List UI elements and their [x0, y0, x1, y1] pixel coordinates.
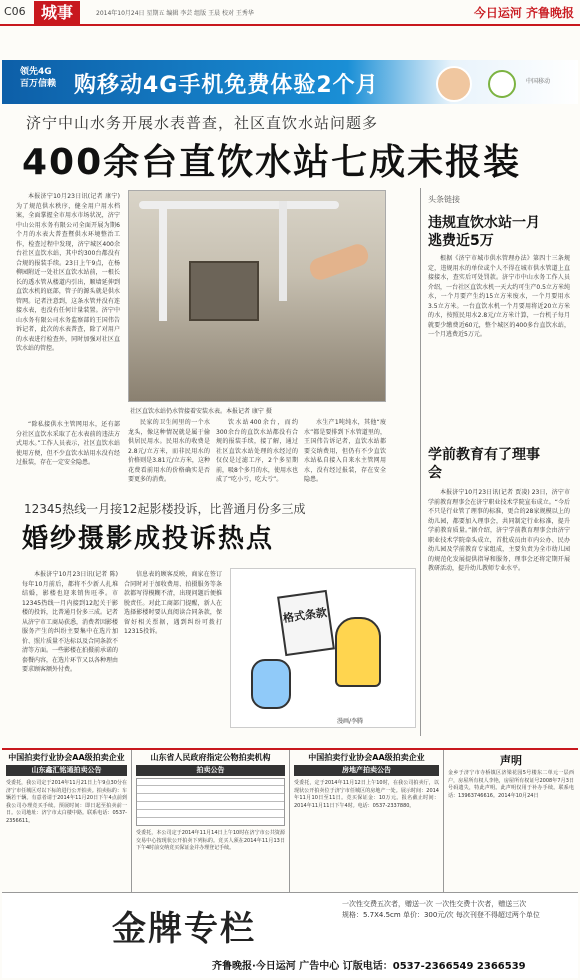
sidebar-headline-2: 学前教育有了理事会 — [428, 447, 540, 481]
second-body-col1 — [22, 570, 118, 736]
photo-pipe — [139, 201, 339, 209]
cartoon-caption: 漫画/李腾 — [337, 718, 364, 725]
classified-col-4 — [444, 750, 578, 892]
water-station-photo — [128, 190, 386, 402]
banner-tag — [20, 66, 56, 90]
gold-column-footer: 齐鲁晚报·今日运河 广告中心 订版电话：0537-2366549 2366539 — [212, 961, 526, 972]
gold-column-line: 规格：5.7X4.5cm 单价：300元/次 每次刊登不得超过两个单位 — [342, 911, 540, 919]
photo-meter-box — [189, 261, 259, 321]
classified-text: 受委托，我公司定于2014年11月21日上午9点30分在济宁市任城区对以下标的进行公开拍卖。拍卖标的：车辆若干辆。有意者请于2014年11月20日下午4点前到我公司办理竞买手续。预展时间：即日起至拍卖前一日。公司地址：济宁市太白楼中路。联系电话：0537-2356611。 — [6, 780, 127, 824]
lead-kicker: 济宁中山水务开展水表普查，社区直饮水站问题多 — [26, 114, 379, 132]
second-kicker: 12345热线一月接12起影楼投诉，比普通月份多三成 — [24, 502, 306, 516]
column-divider — [420, 188, 421, 736]
gold-column-ad — [2, 892, 578, 978]
sidebar-body-1 — [428, 254, 570, 440]
photo-pipe — [279, 201, 287, 301]
classified-ads-row — [2, 748, 578, 890]
sidebar-headline-1: 违规直饮水站一月逃费近5万 — [428, 215, 540, 249]
classified-col-1 — [2, 750, 132, 892]
second-paragraph: 信息表的顾客反映，商家在签订合同时对于加收费用、拍摄服务等条款都写得模糊不清，出现问题后便推脱责任。对此工商部门提醒，新人在选择影楼时要认真阅读合同条款，保留好相关票据，遇到纠纷可拨打12315投诉。 — [124, 571, 222, 635]
banner-slogan: 购移动4G手机免费体验2个月 — [74, 73, 379, 98]
sidebar-paragraph: 本报济宁10月23日讯(记者 贾凌) 23日，济宁市学前教育理事会在济宁职业技术学院宣布成立。“今后不只是行业管了理事的标准，更合的28家规模以上的幼儿园，都要加入理事会，共同制定行业标准，提升学前教育质量。”据介绍，济宁学前教育理事会由济宁职业技术学院牵头成立，首批成员由市内公办、民办幼儿园及学前教育专家组成，主要负责为全市幼儿园的规范化发展提供指导和服务，理事会还将定期开展教研活动，提升幼儿教师专业水平。 — [428, 489, 570, 572]
lead-headline: 400余台直饮水站七成未报装 — [22, 142, 522, 183]
sidebar-paragraph: 根据《济宁市城市供水管理办法》第四十三条规定，违规用水的单位或个人不得在城市供水管道上直接接水，查实后可处罚款。济宁市中山水务工作人员介绍，一台社区直饮水机一天大约可生产0.5立方米纯水，一个月要产生约15立方米废水，一个月要用水3.5立方米。一台直饮水机一个月要用将近20立方米的水，按照民用水2.8元/立方米计算，一台机子每月就要少缴费近60元，整个城区的400多台直饮水站，一个月逃费近5万元。 — [428, 255, 570, 338]
cartoon-sign — [277, 590, 335, 656]
classified-subtitle: 房地产拍卖公告 — [294, 765, 439, 776]
classified-title: 山东省人民政府指定公物拍卖机构 — [150, 753, 271, 762]
banner-portrait-image — [436, 66, 472, 102]
cartoon-figure — [251, 659, 291, 709]
page-number: C06 — [4, 5, 26, 18]
gold-column-logo: 金牌专栏 — [112, 909, 256, 949]
classified-col-3 — [290, 750, 444, 892]
page-meta: 2014年10月24日 星期五 编辑 李芸 组版 王晨 校对 王秀华 — [96, 10, 254, 17]
lead-body-col3 — [128, 418, 210, 494]
photo-hand — [307, 241, 371, 282]
lead-paragraph: “除私接供水主管网用水，还有部分社区直饮水采取了在水表前的违法方式用水。”工作人员表示，社区直饮水站使用方便，但不少直饮水站用水没有经过报装，存在一定安全隐患。 — [16, 421, 120, 466]
gold-column-line: 一次性交费五次者，赠送一次 一次性交费十次者，赠送三次 — [342, 900, 527, 908]
banner-4g-logo-icon — [488, 70, 516, 98]
cartoon-sign-text: 格式条款 — [282, 606, 328, 626]
classified-text: 受委托，定于2014年11月12日上午10时，在我公司拍卖厅，以现状公开拍卖位于济宁市任城区的房地产一处。展示时间：2014年11月10日至11日。竞买保证金：10万元。报名截止时间：2014年11月11日下午4时。电话：0537-2337880。 — [294, 780, 439, 809]
classified-title: 中国拍卖行业协会AA级拍卖企业 — [8, 753, 125, 762]
classified-subtitle: 山东鑫汇铭通拍卖公告 — [6, 765, 127, 776]
classified-subtitle: 拍卖公告 — [136, 765, 285, 776]
lead-paragraph: 水生产1吨纯水，其他“废水”都是要排到下水管道里的，王国伟告诉记者，直饮水站都要交纳费用，但仍有不少直饮水站私自接入自来水主管网用水，没有经过报装，存在安全隐患。 — [304, 419, 386, 483]
photo-caption: 社区直饮水站仍水管接着安装水表。本报记者 康宁 摄 — [130, 408, 272, 415]
classified-col-2 — [132, 750, 290, 892]
classified-title: 中国拍卖行业协会AA级拍卖企业 — [308, 753, 425, 762]
photo-pipe — [159, 201, 167, 321]
banner-corner-text: 中国移动 — [526, 78, 551, 85]
sidebar-body-2 — [428, 488, 570, 736]
second-body-col2 — [124, 570, 222, 736]
lead-paragraph: 本报济宁10月23日讯(记者 康宁) 为了规范供水秩序，健全用户用水档案，全面掌握全市用水市场状况，济宁中山公用水务有限公司全面开展为期6个月的水表大普查暨供水环境整治工作，检查过程中发现，济宁城区400余台社区直饮水站，其中约300台都没有合规的报装手续。23日上午9点，在杨柳园附近一处社区直饮水站前，一根长长的透水管从楼道内引出，顺墙延伸到直饮水机的底部，管子的源头就是供水管网。记者注意到，这条水管并没有连接水表，也没有任何计量装置。济宁中山水务有限公司水务监察部的王国伟告诉记者，此次的水表普查，除了对用户的水表进行检查外，同时加强对社区直饮水站的管控。 — [16, 193, 120, 352]
newspaper-brand: 今日运河 齐鲁晚报 — [473, 6, 574, 20]
notice-text: 金乡于济宁市寺桥镇区济梁花园5号楼东二单元一层西户，房屋所有权人李艳，房屋所有权证号2008年7月3日号码遗失，特此声明。此声明仅用于补办手续。联系电话：13963746616。2014年10月24日 — [448, 770, 574, 799]
page-header — [0, 0, 580, 26]
cartoon-figure — [335, 617, 381, 687]
banner-tag-line2: 百万信赖 — [20, 79, 57, 89]
lead-paragraph: 民家的卫生间里的一个水龙头，像这种情况就是属于偷供居民用水。民用水的收费是2.8元/立方米，而非民用水的价格则是3.81元/立方米，这种花费看前用水的价格确实是否要更多的消费。 — [128, 419, 210, 483]
second-headline: 婚纱摄影成投诉热点 — [22, 524, 275, 554]
banner-tag-line1: 领先4G — [20, 67, 52, 77]
sidebar-label: 头条链接 — [428, 195, 460, 204]
classified-text: 受委托，本公司定于2014年11月14日上午10时在济宁市公共资源交易中心按现状公开拍卖下列标的。竞买人须在2014年11月13日下午4时前交纳竞买保证金并办理登记手续。 — [136, 830, 285, 851]
lead-paragraph: 饮水站400余台，而约300余台的直饮水站都没有合规的报装手续，接了解，通过社区直饮水站处理的水经过的仅仅是过滤工序，2个多星期前，吸8个多月的水，使用水也成了“吃小亏，吃大亏”。 — [216, 419, 298, 483]
notice-title: 声明 — [500, 754, 522, 767]
classified-table — [136, 778, 285, 826]
lead-body-col5 — [304, 418, 386, 494]
second-paragraph: 本报济宁10月23日讯(记者 陈) 每年10月前后，都将不少新人扎堆结婚，影楼也迎来销售旺季。市12345热线一月内接到12起关于影楼的投诉，比普通月份多三成。记者从济宁市工商局获悉，消费者因影楼服务产生的纠纷主要集中在选片加价、照片质量不达标以及合同条款不清等方面。一些影楼在拍摄前承诺的套餐内容，在选片环节又以各种理由要求顾客额外付费。 — [22, 571, 118, 673]
mobile-4g-banner-ad — [2, 60, 578, 104]
section-label: 城事 — [34, 1, 80, 24]
lead-body-col4 — [216, 418, 298, 494]
gold-column-terms — [342, 899, 540, 921]
wedding-cartoon — [230, 568, 416, 728]
lead-body-col2 — [16, 420, 120, 494]
